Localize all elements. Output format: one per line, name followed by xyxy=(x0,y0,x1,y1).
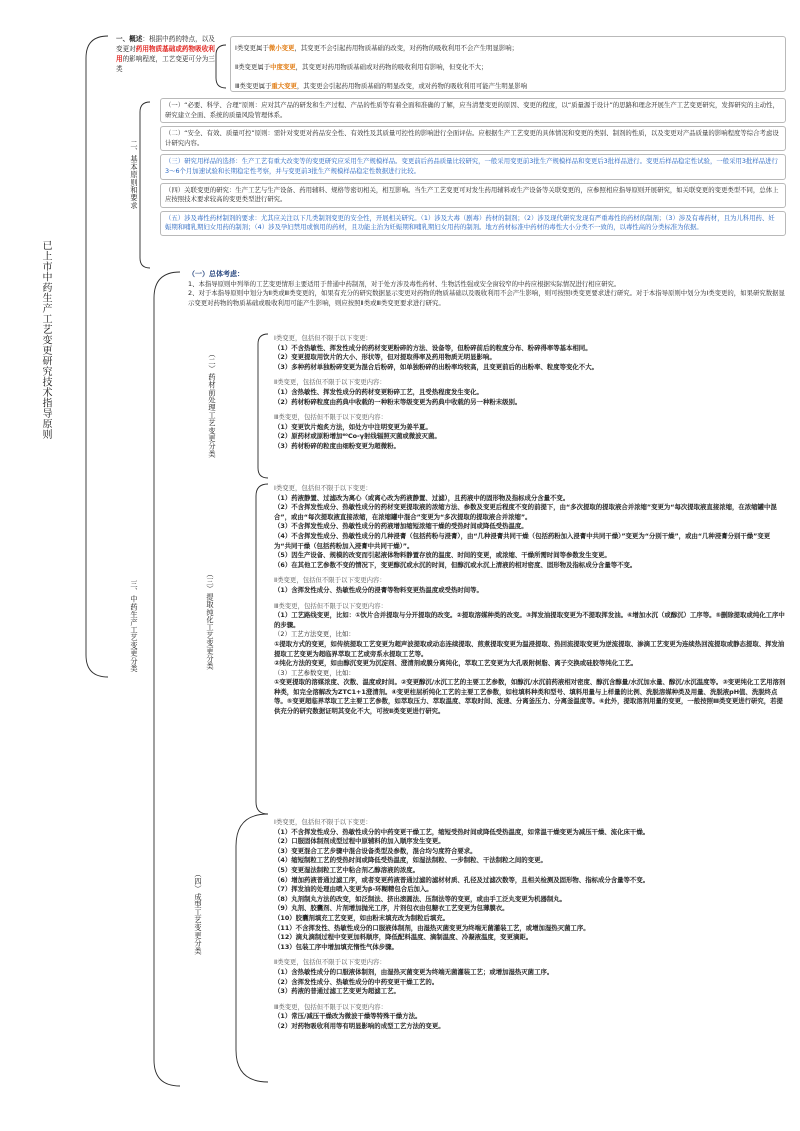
c3-i-item-6: （6）在其他工艺参数不变的情况下，变更醇沉或水沉的时间，但醇沉或水沉上清液的相对密度、固形物及指标成分含量等不变。 xyxy=(274,560,637,569)
s1-class-1-highlight: 微小变更 xyxy=(268,44,295,52)
s1-label-text-1: ：根据中药的特点，以及变更对 xyxy=(116,35,215,53)
c2-iii-head: Ⅲ类变更，包括但不限于以下变更内容： xyxy=(274,413,388,422)
c4-iii-item-1: （1）常压/减压干燥改为微波干燥等特殊干燥方法。 xyxy=(274,1012,422,1021)
c4-i-item-12: （12）滴丸滴制过程中变更加料顺序，降低配料温度、滴制温度、冷凝液温度，变更滴距。 xyxy=(274,933,533,942)
c2-ii-item-2: （2）药材粉碎粒度由药典中收载的一种粉末等级变更为药典中收载的另一种粉末级别。 xyxy=(274,397,522,406)
s3-general-p1: 1、本指导原则中列举的工艺变更情形主要适用于普通中药制剂，对于处方涉及毒性药材、生物活性强或安全窗较窄的中药应根据实际情况进行相应研究。 xyxy=(188,279,621,288)
root-title: 已上市中药生产工艺变更研究技术指导原则 xyxy=(40,240,51,440)
s1-class-2-post: ，其变更对药用物质基础或对药物的吸收利用有影响，但变化不大； xyxy=(295,63,488,71)
c3-i-head: Ⅰ类变更，包括但不限于以下变更： xyxy=(274,484,372,492)
c3-bracket xyxy=(256,484,268,814)
c3-iii-p5: （3）工艺参数变更，比如： xyxy=(274,668,355,677)
c4-ii-head: Ⅱ类变更，包括但不限于以下变更内容： xyxy=(274,958,386,967)
c3-iii-p1: （1）工艺路线变更，比如：①饮片合并提取与分开提取的改变。②提取溶媒种类的改变。③挥发油提取变更为不提取挥发油。④增加水沉（或醇沉）工序等。⑤删除提取或纯化工序中的步骤。 xyxy=(274,611,785,629)
c3-i-item-4: （4）不含挥发性成分、热敏性成分的几种浸膏（包括药粉与浸膏），由“几种浸膏共同干燥（包括药粉加入浸膏中共同干燥）”变更为“分别干燥”，或由“几种浸膏分别干燥”变更为“共同干燥（包括药粉加入浸膏中共同干燥）”。 xyxy=(274,531,771,550)
s1-overview-label xyxy=(116,34,216,74)
c4-i-item-9: （9）丸剂、胶囊剂、片剂增加抛光工序，片剂包衣由包糖衣工艺变更为包薄膜衣。 xyxy=(274,904,509,913)
c4-i-item-4: （4）缩短制粒工艺的受热时间或降低受热温度，如湿法制粒、一步制粒、干法制粒之间的变更。 xyxy=(274,856,547,865)
c4-i-item-13: （13）包装工序中增加填充惰性气体步骤。 xyxy=(274,942,398,951)
s1-class-1-pre: Ⅰ类变更属于 xyxy=(235,44,269,52)
c4-ii-item-2: （2）含挥发性成分、热敏性成分的中药变更干燥工艺的。 xyxy=(274,977,439,986)
c4-iii-head: Ⅲ类变更，包括但不限于以下变更内容： xyxy=(274,1002,388,1011)
s2-label: 二、基本原则和要求 xyxy=(130,140,139,210)
c3-i-item-5: （5）因生产设备、规模的改变而引起液体物料静置存放的温度、时间的变更，或浓缩、干燥所需时间等参数发生变更。 xyxy=(274,551,611,560)
c4-ii-item-3: （3）药液的普通过滤工艺变更为超滤工艺。 xyxy=(274,987,400,996)
s1-bracket xyxy=(216,45,226,88)
c4-iii-item-2: （2）对药物吸收利用等有明显影响的成型工艺方法的变更。 xyxy=(274,1021,445,1030)
c2-ii-item-1: （1）含热敏性、挥发性成分的药材变更粉碎工艺，且受热程度发生变化。 xyxy=(274,387,483,396)
c3-iii-p2: （2）工艺方法变更，比如： xyxy=(274,630,355,639)
c2-bracket xyxy=(258,334,268,478)
s3-general-title: （一）总体考虑： xyxy=(188,270,244,278)
c3-iii-head: Ⅲ类变更，包括但不限于以下变更内容： xyxy=(274,601,388,610)
s1-classes-box xyxy=(230,36,786,92)
c4-i-item-5: （5）变更湿法制粒工艺中粘合剂乙醇溶液的浓度。 xyxy=(274,865,420,874)
c4-i-item-2: （2）口服固体制剂成型过程中原辅料的加入顺序发生变更。 xyxy=(274,837,445,846)
c3-ii-head: Ⅱ类变更，包括但不限于以下变更内容： xyxy=(274,576,386,585)
s1-class-2-pre: Ⅱ类变更属于 xyxy=(235,63,271,71)
s3-bracket xyxy=(154,272,180,1086)
c3-i-item-2: （2）不含挥发性成分、热敏性成分的药材变更提取液的浓缩方法、参数及变更后程度不变的前提下，由“多次提取的提取液合并浓缩”变更为“每次提取液直接浓缩，在浓缩罐中混合”，或由“每次提取液直接浓缩，在浓缩罐中混合”变更为“多次提取的提取液合并浓缩”。 xyxy=(274,503,777,521)
c3-iii-p3: ①提取方式的变更，如传统提取工艺变更为超声波提取或动态连续提取、煎煮提取变更为温浸提取、热回流提取变更为逆流提取、渗滴工艺变更为连续热回流提取或静态提取、挥发油提取工艺变更为超临界萃取工艺或旁系水提取工艺等。 xyxy=(274,639,785,658)
c2-i-item-1: （1）不含热敏性、挥发性成分的药材变更粉碎的方法、设备等，但粉碎前后的粒度分布、粉碎得率等基本相同。 xyxy=(274,343,592,352)
c4-i-item-3: （3）变更混合工艺步骤中混合设备类型及参数，混合均匀度符合要求。 xyxy=(274,846,477,855)
c4-label: （四）成型工艺变更分类 xyxy=(194,870,203,955)
s1-class-1 xyxy=(235,39,781,58)
s1-class-1-post: ，其变更不会引起药用物质基础的改变，对药物的吸收利用不会产生明显影响； xyxy=(294,44,519,52)
c3-label: （三）提取纯化工艺变更分类 xyxy=(206,570,215,671)
c3-iii-p4: ②纯化方法的变更，如由醇沉变更为沉淀剂、澄清剂或膜分离纯化，萃取工艺变更为大孔吸附树脂、离子交换或硅胶等纯化工艺。 xyxy=(274,659,638,668)
s2-principle-5: （五）涉及毒性药材制剂的要求：尤其应关注以下几类制剂变更的安全性，开展相关研究。（1）涉及大毒（剧毒）药材的制剂；（2）涉及现代研究发现有严重毒性的药材的制剂；（3）涉及有毒药材，且为儿科用药、妊娠期和哺乳期妇女用药的制剂；（4）涉及孕妇禁用或慎用的药材，且功能主治为妊娠期和哺乳期妇女用药的制剂。地方药材标准中药材的毒性大小分类不一致的，以毒性高的分类标准为依据。 xyxy=(160,211,786,236)
s1-class-3-highlight: 重大变更 xyxy=(271,82,297,90)
c3-i-item-1: （1）药液静置、过滤改为离心（或离心改为药液静置、过滤），且药液中的固形物及指标成分含量不变。 xyxy=(274,493,570,502)
c3-ii-item-1: （1）含挥发性成分、热敏性成分的浸膏等物料变更热温度或受热时间等。 xyxy=(274,585,483,594)
c4-i-head: Ⅰ类变更，包括但不限于以下变更： xyxy=(274,818,372,826)
s1-label-bold: 一、概述 xyxy=(116,35,143,43)
s2-principle-3: （三）研究用样品的选择：生产工艺有重大改变等的变更研究应采用生产规模样品。变更前后药品质量比较研究，一般采用变更前3批生产规模样品和变更后3批样品进行。变更后样品稳定性试验，一般采用3批样品进行3～6个月加速试验和长期稳定性考察，并与变更前3批生产规模样品稳定性数据进行比较。 xyxy=(160,154,786,179)
c4-content xyxy=(274,818,786,1031)
c4-i-item-10: （10）胶囊剂填充工艺变更，如由粉末填充改为制粒后填充。 xyxy=(274,913,450,922)
c4-i-item-11: （11）不含挥发性、热敏性成分的口服液体制剂，由湿热灭菌变更为终端无菌灌装工艺，或增加湿热灭菌工序。 xyxy=(274,923,590,932)
c2-ii-head: Ⅱ类变更，包括但不限于以下变更内容： xyxy=(274,378,386,387)
s1-label-highlight: 药用物质基础或药物吸收利用 xyxy=(116,45,215,63)
s1-class-3-post: ，其变更会引起药用物质基础的明显改变，或对药物的吸收利用可能产生明显影响 xyxy=(296,82,527,90)
c3-i-item-3: （3）不含挥发性成分、热敏性成分的药液增加缩短浓缩干燥的受热时间或降低受热温度。 xyxy=(274,522,528,531)
c4-i-item-8: （8）丸剂制丸方法的改变，如泛制法、挤出滚圆法、压制法等的变更，或由手工泛丸变更为机器制丸。 xyxy=(274,894,567,903)
c4-i-item-1: （1）不含挥发性成分、热敏性成分的中药变更干燥工艺，缩短受热时间或降低受热温度，如常温干燥变更为减压干燥、流化床干燥。 xyxy=(274,827,650,836)
c3-iii-p6: ①变更提取的溶媒浓度、次数、温度或时间。②变更醇沉/水沉工艺的主要工艺参数，如醇沉/水沉前药液相对密度、醇沉含醇量/水沉加水量、醇沉/水沉温度等。③变更纯化工艺用溶剂种类，如完全溶解改为ZTC1+1澄清剂。④变更柱层析纯化工艺的主要工艺参数，如柱填料种类和型号、填料用量与上样量的比例、洗脱溶媒种类及用量、洗脱液pH值、洗脱终点等。⑤变更超临界萃取工艺主要工艺参数，如萃取压力、萃取温度、萃取时间、流速、分离釜压力、分离釜温度等。⑥此外，提取溶剂用量的变更，一般按照Ⅲ类变更进行研究，若提供充分的研究数据证明其变化不大，可按Ⅱ类变更进行研究。 xyxy=(274,678,786,716)
root-bracket xyxy=(86,36,108,677)
s1-label-text-2: 的影响程度，工艺变更可分为三类 xyxy=(116,55,215,73)
s1-class-3-pre: Ⅲ类变更属于 xyxy=(235,82,272,90)
s2-principle-1: （一）“必要、科学、合理”原则：应对其产品的研发和生产过程、产品的性质等有着全面和准确的了解，应当清楚变更的原因、变更的程度，以“质量源于设计”的思路和理念开展生产工艺变更研究，发挥研究的主动性，研究建立全面、系统的质量风险管理体系。 xyxy=(160,98,786,123)
s3-label: 三、中药生产工艺变更分类 xyxy=(130,580,139,673)
c4-i-item-6: （6）增加药液普通过滤工序，或者变更药液普通过滤的滤材材质、孔径及过滤次数等，且相关检测及固形物、指标成分含量等不变。 xyxy=(274,875,650,884)
c2-label: （二）药材前处理工艺变更分类 xyxy=(208,350,217,458)
c4-ii-item-1: （1）含热敏性成分的口服液体制剂，由湿热灭菌变更为终端无菌灌装工艺；或增加湿热灭菌工序。 xyxy=(274,967,554,976)
c2-iii-item-2: （2）原药材或原粉增加⁶⁰Co-γ射线辐照灭菌或微波灭菌。 xyxy=(274,432,441,441)
s3-general xyxy=(188,270,786,308)
s2-principles xyxy=(160,98,786,236)
c4-bracket xyxy=(236,814,268,1082)
s1-class-2-highlight: 中度变更 xyxy=(270,63,296,71)
c4-i-item-7: （7）挥发油的处理由喷入变更为β-环糊精包合后加入。 xyxy=(274,885,433,894)
c2-i-item-3: （3）多种药材单独粉碎变更为混合后粉碎，如单独粉碎的出粉率均较高，且变更前后的出粉率、粒度等变化不大。 xyxy=(274,362,598,371)
c2-iii-item-1: （1）变更饮片炮炙方法，如处方中注明变更为姜半夏。 xyxy=(274,422,432,431)
s1-class-3 xyxy=(235,77,781,96)
s2-bracket xyxy=(140,102,150,268)
s2-principle-4: （四）关联变更的研究：生产工艺与生产设备、药用辅料、规格等密切相关，相互影响。当生产工艺变更可对发生药用辅料或生产设备等关联变更的，应参照相应指导原则开展研究，如关联变更的变更类型不同，总体上应按照技术要求较高的变更类型进行研究。 xyxy=(160,183,786,208)
s1-class-2 xyxy=(235,58,781,77)
c2-i-head: Ⅰ类变更，包括但不限于以下变更： xyxy=(274,334,372,342)
c2-content xyxy=(274,334,786,452)
s3-general-p2: 2、对于本指导原则中划分为Ⅱ类或Ⅲ类变更的，如果有充分的研究数据显示变更对药物的物质基础以及吸收利用不会产生影响，则可按照Ⅰ类变更要求进行研究。对于本指导原则中划分为Ⅰ类变更的，如果研究数据显示变更对药物的物质基础或吸收利用可能产生影响，则应按照Ⅱ类或Ⅲ类变更要求进行研究。 xyxy=(188,289,785,307)
c3-content xyxy=(274,484,786,717)
c2-i-item-2: （2）变更提取用饮片的大小、形状等，但对提取得率及药用物质无明显影响。 xyxy=(274,353,496,362)
c2-iii-item-3: （3）药材粉碎的粒度由细粉变更为超微粉。 xyxy=(274,441,400,450)
s2-principle-2: （二）“安全、有效、质量可控”原则：需针对变更对药品安全性、有效性及其质量可控性的影响进行全面评估。应根据生产工艺变更的具体情况和变更的类别、制剂的性质，以及变更对产品质量的影响程度等综合考虑设计研究内容。 xyxy=(160,126,786,151)
